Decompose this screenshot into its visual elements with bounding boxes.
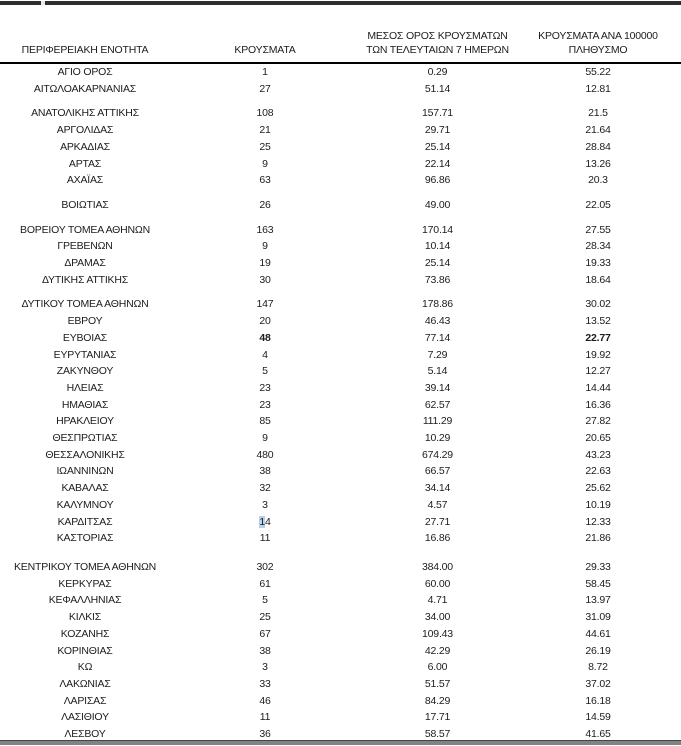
cases-cell: 14 bbox=[259, 515, 271, 528]
table-row bbox=[0, 592, 681, 609]
column-header-avg-7day-line1: ΜΕΣΟΣ ΟΡΟΣ ΚΡΟΥΣΜΑΤΩΝ bbox=[367, 30, 508, 42]
column-header-cases-label: ΚΡΟΥΣΜΑΤΑ bbox=[234, 43, 296, 56]
region-name-cell: ΗΡΑΚΛΕΙΟΥ bbox=[56, 415, 114, 428]
region-name-cell: ΘΕΣΣΑΛΟΝΙΚΗΣ bbox=[45, 448, 125, 461]
cases-table bbox=[0, 26, 681, 743]
table-row bbox=[0, 497, 681, 514]
per-100k-cell: 8.72 bbox=[588, 661, 608, 674]
cases-cell: 32 bbox=[259, 482, 271, 495]
per-100k-cell: 22.63 bbox=[585, 465, 611, 478]
avg-7day-cell: 5.14 bbox=[427, 365, 448, 378]
avg-7day-cell: 34.14 bbox=[424, 482, 451, 495]
avg-7day-cell: 58.57 bbox=[424, 728, 451, 741]
region-name-cell: ΚΟΖΑΝΗΣ bbox=[60, 627, 110, 640]
bottom-border-bar bbox=[0, 740, 681, 745]
avg-7day-cell: 109.43 bbox=[422, 627, 453, 640]
cases-cell: 9 bbox=[262, 240, 268, 253]
per-100k-cell: 13.97 bbox=[585, 594, 611, 607]
table-row bbox=[0, 514, 681, 531]
cases-cell: 20 bbox=[259, 315, 271, 328]
table-row bbox=[0, 380, 681, 397]
table-row bbox=[0, 430, 681, 447]
cases-cell: 46 bbox=[259, 694, 271, 707]
avg-7day-cell: 49.00 bbox=[424, 198, 451, 211]
cases-cell: 61 bbox=[259, 577, 271, 590]
cases-cell: 67 bbox=[259, 627, 271, 640]
per-100k-cell: 58.45 bbox=[585, 577, 611, 590]
selected-text: 1 bbox=[259, 515, 265, 528]
per-100k-cell: 29.33 bbox=[585, 560, 611, 573]
table-row bbox=[0, 238, 681, 255]
table-row bbox=[0, 156, 681, 173]
avg-7day-cell: 25.14 bbox=[424, 257, 451, 270]
group-gap bbox=[0, 97, 681, 105]
avg-7day-cell: 34.00 bbox=[424, 611, 451, 624]
cases-table-header bbox=[0, 26, 681, 63]
cases-cell: 25 bbox=[259, 140, 271, 153]
cases-cell: 23 bbox=[259, 398, 271, 411]
table-row bbox=[0, 659, 681, 676]
top-border-bar bbox=[0, 1, 681, 5]
group-gap bbox=[0, 547, 681, 559]
per-100k-cell: 22.05 bbox=[585, 198, 611, 211]
avg-7day-cell: 4.71 bbox=[427, 594, 448, 607]
cases-cell: 48 bbox=[259, 331, 271, 344]
cases-cell: 9 bbox=[262, 432, 268, 445]
cases-cell: 11 bbox=[259, 532, 271, 545]
avg-7day-cell: 29.71 bbox=[424, 124, 451, 137]
group-gap bbox=[0, 288, 681, 296]
region-name-cell: ΚΙΛΚΙΣ bbox=[68, 611, 102, 624]
avg-7day-cell: 62.57 bbox=[424, 398, 451, 411]
cases-cell: 108 bbox=[256, 107, 274, 120]
avg-7day-cell: 46.43 bbox=[424, 315, 451, 328]
avg-7day-cell: 96.86 bbox=[424, 174, 451, 187]
avg-7day-cell: 6.00 bbox=[427, 661, 448, 674]
table-row bbox=[0, 105, 681, 122]
per-100k-cell: 55.22 bbox=[585, 66, 611, 78]
column-header-per-100k bbox=[515, 26, 681, 63]
per-100k-cell: 30.02 bbox=[585, 298, 611, 311]
avg-7day-cell: 674.29 bbox=[422, 448, 453, 461]
cases-cell: 147 bbox=[256, 298, 274, 311]
region-name-cell: ΙΩΑΝΝΙΝΩΝ bbox=[56, 465, 114, 478]
column-header-per-100k-line1: ΚΡΟΥΣΜΑΤΑ ΑΝΑ 100000 bbox=[538, 30, 658, 42]
region-name-cell: ΗΛΕΙΑΣ bbox=[66, 381, 104, 394]
cases-cell: 9 bbox=[262, 157, 268, 170]
avg-7day-cell: 66.57 bbox=[424, 465, 451, 478]
avg-7day-cell: 22.14 bbox=[424, 157, 451, 170]
per-100k-cell: 12.27 bbox=[585, 365, 611, 378]
avg-7day-cell: 51.14 bbox=[424, 82, 451, 95]
table-row bbox=[0, 693, 681, 710]
table-row bbox=[0, 397, 681, 414]
per-100k-cell: 28.34 bbox=[585, 240, 611, 253]
per-100k-cell: 16.36 bbox=[585, 398, 611, 411]
avg-7day-cell: 27.71 bbox=[424, 515, 451, 528]
per-100k-cell: 20.3 bbox=[588, 174, 608, 187]
cases-table-body bbox=[0, 63, 681, 743]
table-row bbox=[0, 447, 681, 464]
group-gap-row bbox=[0, 97, 681, 105]
table-row bbox=[0, 296, 681, 313]
avg-7day-cell: 7.29 bbox=[427, 348, 448, 361]
top-bar-notch bbox=[41, 1, 45, 5]
column-header-region-label: ΠΕΡΙΦΕΡΕΙΑΚΗ ΕΝΟΤΗΤΑ bbox=[21, 43, 149, 56]
table-row bbox=[0, 197, 681, 214]
cases-cell: 38 bbox=[259, 465, 271, 478]
table-row bbox=[0, 139, 681, 156]
region-name-cell: ΔΥΤΙΚΟΥ ΤΟΜΕΑ ΑΘΗΝΩΝ bbox=[21, 298, 149, 311]
cases-cell: 30 bbox=[259, 273, 271, 286]
table-row bbox=[0, 313, 681, 330]
region-name-cell: ΕΥΡΥΤΑΝΙΑΣ bbox=[53, 348, 117, 361]
table-row bbox=[0, 626, 681, 643]
per-100k-cell: 19.33 bbox=[585, 257, 611, 270]
per-100k-cell: 37.02 bbox=[585, 677, 611, 690]
cases-cell: 5 bbox=[262, 365, 268, 378]
table-row bbox=[0, 413, 681, 430]
column-header-per-100k-line2: ΠΛΗΘΥΣΜΟ bbox=[568, 43, 628, 56]
avg-7day-cell: 84.29 bbox=[424, 694, 451, 707]
avg-7day-cell: 384.00 bbox=[422, 560, 453, 573]
region-name-cell: ΑΓΙΟ ΟΡΟΣ bbox=[57, 66, 113, 78]
region-name-cell: ΑΝΑΤΟΛΙΚΗΣ ΑΤΤΙΚΗΣ bbox=[31, 107, 139, 120]
per-100k-cell: 21.5 bbox=[588, 107, 608, 120]
region-name-cell: ΛΑΣΙΘΙΟΥ bbox=[61, 711, 109, 724]
per-100k-cell: 20.65 bbox=[585, 432, 611, 445]
table-row bbox=[0, 559, 681, 576]
group-gap bbox=[0, 214, 681, 222]
avg-7day-cell: 17.71 bbox=[424, 711, 451, 724]
table-row bbox=[0, 676, 681, 693]
per-100k-cell: 14.44 bbox=[585, 381, 611, 394]
cases-cell: 38 bbox=[259, 644, 271, 657]
column-header-region bbox=[0, 26, 170, 63]
table-row bbox=[0, 576, 681, 593]
per-100k-cell: 18.64 bbox=[585, 273, 611, 286]
table-row bbox=[0, 363, 681, 380]
avg-7day-cell: 170.14 bbox=[422, 223, 453, 236]
group-gap-row bbox=[0, 288, 681, 296]
cases-cell: 5 bbox=[262, 594, 268, 607]
region-name-cell: ΚΩ bbox=[77, 661, 93, 674]
table-row bbox=[0, 330, 681, 347]
region-name-cell: ΚΑΒΑΛΑΣ bbox=[61, 482, 109, 495]
avg-7day-cell: 111.29 bbox=[422, 415, 453, 428]
per-100k-cell: 28.84 bbox=[585, 140, 611, 153]
per-100k-cell: 19.92 bbox=[585, 348, 611, 361]
table-row bbox=[0, 709, 681, 726]
region-name-cell: ΑΡΤΑΣ bbox=[68, 157, 102, 170]
cases-cell: 480 bbox=[256, 448, 274, 461]
per-100k-cell: 14.59 bbox=[585, 711, 611, 724]
per-100k-cell: 21.86 bbox=[585, 532, 611, 545]
avg-7day-cell: 178.86 bbox=[422, 298, 453, 311]
group-gap-row bbox=[0, 214, 681, 222]
per-100k-cell: 21.64 bbox=[585, 124, 611, 137]
table-row bbox=[0, 480, 681, 497]
cases-cell: 85 bbox=[259, 415, 271, 428]
avg-7day-cell: 157.71 bbox=[422, 107, 453, 120]
region-name-cell: ΛΑΚΩΝΙΑΣ bbox=[59, 677, 111, 690]
region-name-cell: ΗΜΑΘΙΑΣ bbox=[61, 398, 109, 411]
per-100k-cell: 22.77 bbox=[585, 331, 611, 344]
per-100k-cell: 12.33 bbox=[585, 515, 611, 528]
table-row bbox=[0, 172, 681, 189]
per-100k-cell: 13.52 bbox=[585, 315, 611, 328]
avg-7day-cell: 39.14 bbox=[424, 381, 451, 394]
region-name-cell: ΑΧΑΪΑΣ bbox=[66, 174, 104, 187]
avg-7day-cell: 10.29 bbox=[424, 432, 451, 445]
per-100k-cell: 31.09 bbox=[585, 611, 611, 624]
region-name-cell: ΓΡΕΒΕΝΩΝ bbox=[57, 240, 113, 253]
column-header-avg-7day-line2: ΤΩΝ ΤΕΛΕΥΤΑΙΩΝ 7 ΗΜΕΡΩΝ bbox=[366, 43, 509, 56]
table-row bbox=[0, 609, 681, 626]
region-name-cell: ΑΡΓΟΛΙΔΑΣ bbox=[56, 124, 114, 137]
cases-cell: 4 bbox=[262, 348, 268, 361]
avg-7day-cell: 10.14 bbox=[424, 240, 451, 253]
per-100k-cell: 10.19 bbox=[585, 498, 611, 511]
region-name-cell: ΛΑΡΙΣΑΣ bbox=[63, 694, 107, 707]
cases-cell: 23 bbox=[259, 381, 271, 394]
region-name-cell: ΚΑΛΥΜΝΟΥ bbox=[56, 498, 114, 511]
cases-cell: 1 bbox=[262, 66, 268, 78]
column-header-cases bbox=[170, 26, 360, 63]
region-name-cell: ΚΟΡΙΝΘΙΑΣ bbox=[57, 644, 113, 657]
per-100k-cell: 26.19 bbox=[585, 644, 611, 657]
avg-7day-cell: 25.14 bbox=[424, 140, 451, 153]
region-name-cell: ΒΟΙΩΤΙΑΣ bbox=[61, 198, 109, 211]
region-name-cell: ΒΟΡΕΙΟΥ ΤΟΜΕΑ ΑΘΗΝΩΝ bbox=[20, 223, 150, 236]
region-name-cell: ΚΑΣΤΟΡΙΑΣ bbox=[56, 532, 114, 545]
region-name-cell: ΕΥΒΟΙΑΣ bbox=[62, 331, 108, 344]
region-name-cell: ΑΡΚΑΔΙΑΣ bbox=[60, 140, 110, 153]
header-row bbox=[0, 26, 681, 63]
cases-cell: 33 bbox=[259, 677, 271, 690]
cases-cell: 163 bbox=[256, 223, 274, 236]
per-100k-cell: 12.81 bbox=[585, 82, 611, 95]
cases-cell: 3 bbox=[262, 661, 268, 674]
cases-cell: 3 bbox=[262, 498, 268, 511]
region-name-cell: ΕΒΡΟΥ bbox=[67, 315, 103, 328]
cases-cell: 19 bbox=[259, 257, 271, 270]
cases-cell: 21 bbox=[259, 124, 271, 137]
table-row bbox=[0, 530, 681, 547]
region-name-cell: ΔΥΤΙΚΗΣ ΑΤΤΙΚΗΣ bbox=[41, 273, 129, 286]
table-row bbox=[0, 63, 681, 81]
region-name-cell: ΑΙΤΩΛΟΑΚΑΡΝΑΝΙΑΣ bbox=[33, 82, 137, 95]
region-name-cell: ΚΑΡΔΙΤΣΑΣ bbox=[57, 515, 113, 528]
table-row bbox=[0, 347, 681, 364]
group-gap bbox=[0, 189, 681, 197]
table-row bbox=[0, 222, 681, 239]
per-100k-cell: 27.82 bbox=[585, 415, 611, 428]
per-100k-cell: 13.26 bbox=[585, 157, 611, 170]
column-header-avg-7day bbox=[360, 26, 515, 63]
per-100k-cell: 43.23 bbox=[585, 448, 611, 461]
avg-7day-cell: 4.57 bbox=[427, 498, 448, 511]
table-row bbox=[0, 272, 681, 289]
avg-7day-cell: 51.57 bbox=[424, 677, 451, 690]
per-100k-cell: 44.61 bbox=[585, 627, 611, 640]
table-row bbox=[0, 255, 681, 272]
cases-cell: 27 bbox=[259, 82, 271, 95]
region-name-cell: ΚΕΝΤΡΙΚΟΥ ΤΟΜΕΑ ΑΘΗΝΩΝ bbox=[13, 560, 157, 573]
cases-cell: 36 bbox=[259, 728, 271, 741]
avg-7day-cell: 60.00 bbox=[424, 577, 451, 590]
cases-cell: 25 bbox=[259, 611, 271, 624]
group-gap-row bbox=[0, 547, 681, 559]
region-name-cell: ΚΕΡΚΥΡΑΣ bbox=[58, 577, 112, 590]
cases-cell: 11 bbox=[259, 711, 271, 724]
avg-7day-cell: 16.86 bbox=[424, 532, 451, 545]
table-row bbox=[0, 122, 681, 139]
per-100k-cell: 27.55 bbox=[585, 223, 611, 236]
avg-7day-cell: 73.86 bbox=[424, 273, 451, 286]
region-name-cell: ΚΕΦΑΛΛΗΝΙΑΣ bbox=[48, 594, 122, 607]
table-row bbox=[0, 463, 681, 480]
table-row bbox=[0, 81, 681, 98]
region-name-cell: ΔΡΑΜΑΣ bbox=[64, 257, 106, 270]
cases-cell: 302 bbox=[256, 560, 274, 573]
avg-7day-cell: 77.14 bbox=[424, 331, 451, 344]
per-100k-cell: 16.18 bbox=[585, 694, 611, 707]
per-100k-cell: 41.65 bbox=[585, 728, 611, 741]
region-name-cell: ΖΑΚΥΝΘΟΥ bbox=[56, 365, 114, 378]
cases-cell: 26 bbox=[259, 198, 271, 211]
per-100k-cell: 25.62 bbox=[585, 482, 611, 495]
avg-7day-cell: 0.29 bbox=[427, 66, 448, 78]
group-gap-row bbox=[0, 189, 681, 197]
region-name-cell: ΛΕΣΒΟΥ bbox=[64, 728, 106, 741]
table-row bbox=[0, 643, 681, 660]
avg-7day-cell: 42.29 bbox=[424, 644, 451, 657]
region-name-cell: ΘΕΣΠΡΩΤΙΑΣ bbox=[52, 432, 118, 445]
cases-cell: 63 bbox=[259, 174, 271, 187]
